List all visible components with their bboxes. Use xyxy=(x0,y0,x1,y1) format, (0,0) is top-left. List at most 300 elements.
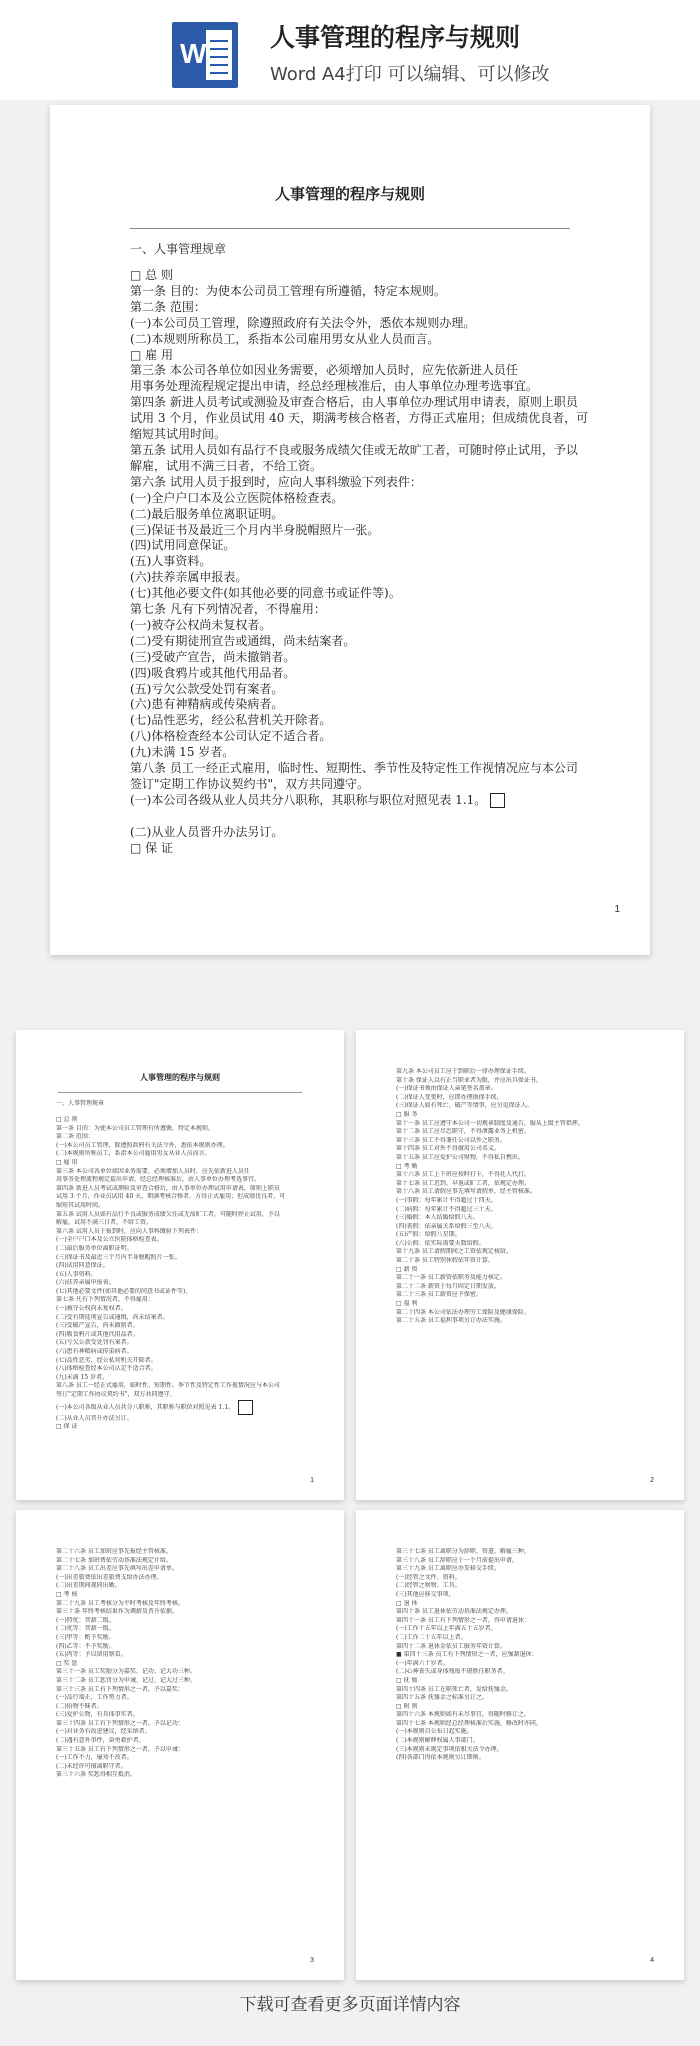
text-line xyxy=(56,1357,306,1366)
line-text: (四)各部门得依本规则另订细则。 xyxy=(396,1754,485,1762)
document-title: 人事管理的程序与规则 xyxy=(274,185,425,203)
text-line xyxy=(396,1686,646,1695)
header-title: 人事管理的程序与规则 xyxy=(270,23,521,52)
word-logo-icon xyxy=(172,22,238,88)
text-line xyxy=(130,443,585,459)
thumbnail-body xyxy=(396,1068,646,1326)
line-text: 第二十二条 薪资于每月固定日期发放。 xyxy=(396,1282,500,1290)
line-text: 第三条 本公司各单位如因业务需要，必须增加人员时，应先依新进人员任 xyxy=(56,1167,250,1175)
line-text: (一)工作不力，屡劝不改者。 xyxy=(56,1754,133,1762)
line-text: 第二十四条 本公司依法办理劳工保险及健康保险。 xyxy=(396,1308,530,1316)
logo-page-icon xyxy=(206,30,232,80)
text-line xyxy=(396,1582,646,1591)
line-text: ■ 第四十三条 员工有下列情形之一者，应强制退休： xyxy=(396,1651,538,1659)
text-line xyxy=(130,650,585,666)
thumbnail-title: 人事管理的程序与规则 xyxy=(140,1072,220,1082)
line-text: □ 薪 资 xyxy=(396,1265,418,1273)
line-text: (二)工作二十五年以上者。 xyxy=(396,1633,467,1641)
line-text: (七)品性恶劣，经公私营机关开除者。 xyxy=(56,1356,157,1364)
text-line xyxy=(396,1197,646,1206)
line-text: 签订"定期工作协议契约书"，双方共同遵守。 xyxy=(130,777,370,791)
line-text: 第三十六条 奖惩得相互抵消。 xyxy=(56,1771,136,1779)
line-text: (三)甲等：酌予奖励。 xyxy=(56,1633,115,1641)
line-text: (二)病假：每年累计不得超过三十天。 xyxy=(396,1205,497,1213)
line-text: 签订"定期工作协议契约书"，双方共同遵守。 xyxy=(56,1391,176,1398)
line-text: 第四十一条 员工有下列情形之一者，得申请退休： xyxy=(396,1616,530,1624)
thumbnail-divider xyxy=(58,1092,302,1093)
line-text: (一)年满六十岁者。 xyxy=(396,1659,449,1667)
text-line xyxy=(56,1423,306,1432)
text-line xyxy=(56,1711,306,1720)
line-text: □ 福 利 xyxy=(396,1300,418,1308)
line-text: (一)经管之文件、资料。 xyxy=(396,1573,461,1581)
line-text: □ 抚 恤 xyxy=(396,1676,418,1684)
thumbnail-page-number: 3 xyxy=(310,1957,314,1964)
text-line xyxy=(56,1374,306,1383)
text-line xyxy=(130,379,585,395)
line-text: (二)受有期徒刑宣告或通缉，尚未结案者。 xyxy=(56,1313,169,1321)
line-text: 试用 3 个月，作业员试用 40 天，期满考核合格者，方得正式雇用；但成绩优良者，可 xyxy=(130,411,589,426)
text-line xyxy=(130,729,585,745)
line-text: (三)受破产宣告，尚未撤销者。 xyxy=(130,649,296,664)
text-line xyxy=(130,634,585,650)
line-text: (三)保证书及最近三个月内半身脱帽照片一张。 xyxy=(56,1253,181,1261)
line-text: (一)品行端正，工作努力者。 xyxy=(56,1694,133,1702)
line-text: (二)保证人变更时，应即办理换保手续。 xyxy=(396,1093,503,1101)
text-line xyxy=(130,538,585,554)
line-text: 第一条 目的：为使本公司员工管理有所遵循，特定本规则。 xyxy=(130,283,446,298)
text-line xyxy=(130,777,585,793)
text-line xyxy=(130,316,585,332)
text-line xyxy=(56,1608,306,1617)
text-line xyxy=(396,1094,646,1103)
line-text: 第九条 本公司员工应于到职后一律办理保证手续。 xyxy=(396,1068,530,1075)
line-text: (三)受破产宣告，尚未撤销者。 xyxy=(56,1322,139,1330)
line-text: □ 雇 用 xyxy=(56,1158,78,1166)
line-text: □ 退 休 xyxy=(396,1599,418,1607)
text-line xyxy=(396,1154,646,1163)
text-line xyxy=(396,1223,646,1232)
line-text: (一)对业务有改进建议，经采纳者。 xyxy=(56,1728,151,1736)
line-text: 第七条 凡有下列情况者，不得雇用： xyxy=(130,602,326,617)
line-text: (二)心神丧失或身体残废不堪胜任职务者。 xyxy=(396,1668,509,1676)
text-line xyxy=(56,1746,306,1755)
line-text: (三)保证书及最近三个月内半身脱帽照片一张。 xyxy=(130,522,380,537)
text-line xyxy=(56,1262,306,1271)
line-text: □ 附 则 xyxy=(396,1702,418,1710)
text-line xyxy=(396,1266,646,1275)
line-text: (二)本规则所称员工，系指本公司雇用男女从业人员而言。 xyxy=(130,331,440,346)
line-text: (一)本公司员工管理，除遵照政府有关法令外，悉依本规则办理。 xyxy=(130,315,476,330)
table-placeholder-icon xyxy=(490,793,505,808)
text-line xyxy=(396,1668,646,1677)
line-text: □ 考 核 xyxy=(56,1590,78,1598)
text-line xyxy=(396,1737,646,1746)
line-text: (一)被夺公权尚未复权者。 xyxy=(130,617,272,632)
text-line xyxy=(56,1677,306,1686)
text-line xyxy=(56,1591,306,1600)
text-line xyxy=(56,1159,306,1168)
title-divider xyxy=(130,228,570,229)
text-line xyxy=(396,1231,646,1240)
thumbnail-page-number: 2 xyxy=(650,1477,654,1484)
thumbnail-page-3[interactable] xyxy=(16,1510,344,1980)
text-line xyxy=(130,745,585,761)
text-line xyxy=(56,1236,306,1245)
line-text: (一)本公司各级从业人员共分八职称，其职称与职位对照见表 1.1。 xyxy=(56,1403,235,1411)
line-text: 第十一条 员工应遵守本公司一切规章制度及通告，服从上级主管指挥。 xyxy=(396,1119,584,1127)
text-line xyxy=(130,348,585,364)
text-line xyxy=(56,1365,306,1374)
line-text: (一)被夺公权尚未复权者。 xyxy=(56,1305,127,1313)
text-line xyxy=(130,459,585,475)
text-line xyxy=(396,1068,646,1077)
text-line xyxy=(56,1125,306,1134)
line-text: 第八条 员工一经正式雇用，临时性、短期性、季节性及特定性工作视情况应与本公司 xyxy=(56,1382,280,1390)
text-line xyxy=(396,1163,646,1172)
text-line xyxy=(56,1305,306,1314)
text-line xyxy=(56,1133,306,1142)
line-text: 第三十五条 员工有下列情形之一者，予以申诫： xyxy=(56,1745,184,1753)
thumbnail-body xyxy=(56,1548,306,1780)
page-number: 1 xyxy=(614,904,620,915)
line-text: 第三十四条 员工有下列情形之一者，予以记功： xyxy=(56,1719,184,1727)
line-text: (六)患有神精病或传染病者。 xyxy=(130,697,284,712)
text-line xyxy=(56,1296,306,1305)
text-line xyxy=(130,682,585,698)
line-text: 第四十条 员工退休依劳动基准法规定办理。 xyxy=(396,1608,512,1616)
thumbnail-body xyxy=(396,1548,646,1763)
line-text: 第二条 范围： xyxy=(130,299,206,314)
text-line xyxy=(396,1317,646,1326)
document-body xyxy=(130,268,589,857)
text-line xyxy=(396,1171,646,1180)
text-line xyxy=(56,1548,306,1557)
text-line xyxy=(56,1763,306,1772)
text-line xyxy=(56,1668,306,1677)
line-text: 第三十八条 员工辞职应于一个月前提出申请。 xyxy=(396,1556,518,1564)
line-text: 第四十六条 本规则如有未尽事宜，得随时修订之。 xyxy=(396,1711,530,1719)
line-text: (一)保证书须由保证人亲笔签名盖章。 xyxy=(396,1085,497,1093)
text-line xyxy=(130,300,585,316)
text-line xyxy=(56,1314,306,1323)
text-line xyxy=(130,602,585,618)
text-line xyxy=(130,793,585,809)
line-text: (四)吸食鸦片或其他代用品者。 xyxy=(56,1330,139,1338)
line-text: (二)本规则解释权属人事部门。 xyxy=(396,1737,479,1745)
line-text: (五)产假：给假八星期。 xyxy=(396,1231,461,1239)
line-text: (三)其他应移交事项。 xyxy=(396,1590,455,1598)
line-text: (三)保证人如有死亡、破产等情事，应另觅保证人。 xyxy=(396,1102,533,1110)
line-text: (三)本规则未规定事项依相关法令办理。 xyxy=(396,1745,503,1753)
text-line xyxy=(56,1582,306,1591)
line-text: 第四十四条 员工在职死亡者，发给抚恤金。 xyxy=(396,1685,512,1693)
line-text: 第四条 新进人员考试或测验及审查合格后，由人事单位办理试用申请表，原则上职员 xyxy=(56,1184,280,1192)
text-line xyxy=(56,1228,306,1237)
line-text: (五)人事资料。 xyxy=(130,554,212,569)
text-line xyxy=(130,475,585,491)
text-line xyxy=(130,713,585,729)
text-line xyxy=(130,761,585,777)
text-line xyxy=(56,1348,306,1357)
line-text: 第六条 试用人员于报到时，应向人事科缴验下列表件： xyxy=(130,474,422,489)
line-text: (六)公假：依实际需要天数给假。 xyxy=(396,1239,485,1247)
text-line xyxy=(396,1651,646,1660)
line-text: (二)从业人员晋升办法另订。 xyxy=(130,824,284,839)
line-text: (七)其他必要文件(如其他必要的同意书或证件等)。 xyxy=(130,586,401,601)
text-line xyxy=(396,1617,646,1626)
text-line xyxy=(396,1120,646,1129)
line-text: (二)最后服务单位离职证明。 xyxy=(130,506,284,521)
text-line xyxy=(130,268,585,284)
text-line xyxy=(56,1400,306,1415)
text-line xyxy=(56,1565,306,1574)
thumbnail-page-1[interactable] xyxy=(16,1030,344,1500)
text-line xyxy=(56,1211,306,1220)
line-text: 解雇，试用不满三日者，不给工资。 xyxy=(130,458,323,473)
line-text: □ 总 则 xyxy=(56,1116,78,1123)
download-more-text[interactable]: 下载可查看更多页面详情内容 xyxy=(239,1995,461,2015)
line-text: (四)试用同意保证。 xyxy=(130,538,236,553)
text-line xyxy=(130,491,585,507)
line-text: 第十六条 员工上下班应按时打卡，不得托人代打。 xyxy=(396,1171,530,1179)
line-text: 第四十七条 本规则经总经理核准后实施，修改时亦同。 xyxy=(396,1719,542,1727)
line-text: (七)品性恶劣，经公私营机关开除者。 xyxy=(130,713,332,728)
text-line xyxy=(396,1137,646,1146)
thumbnail-page-4[interactable] xyxy=(356,1510,684,1980)
line-text: 第二十一条 员工薪资依职务及能力核定。 xyxy=(396,1274,506,1282)
text-line xyxy=(130,332,585,348)
text-line xyxy=(396,1625,646,1634)
line-text: 第三十条 年终考核结果作为调薪及晋升依据。 xyxy=(56,1608,178,1616)
text-line xyxy=(130,586,585,602)
text-line xyxy=(396,1728,646,1737)
line-text: (二)受有期徒刑宣告或通缉，尚未结案者。 xyxy=(130,633,356,648)
line-text: (五)人事资料。 xyxy=(56,1270,97,1278)
line-text: 第二十八条 员工出差应事先填写出差申请单。 xyxy=(56,1565,178,1573)
text-line xyxy=(56,1754,306,1763)
line-text: □ 保 证 xyxy=(56,1423,78,1431)
text-line xyxy=(56,1703,306,1712)
text-line xyxy=(396,1274,646,1283)
line-text: 第三十七条 员工离职分为辞职、资遣、解雇三种。 xyxy=(396,1548,530,1555)
line-text: □ 考 勤 xyxy=(396,1162,418,1170)
text-line xyxy=(56,1574,306,1583)
text-line xyxy=(56,1271,306,1280)
text-line xyxy=(56,1176,306,1185)
line-text: (九)未满 15 岁者。 xyxy=(130,745,235,760)
text-line xyxy=(130,427,585,443)
thumbnail-body xyxy=(56,1116,306,1432)
line-text: 第十八条 员工请假应事先填写请假单，经主管核准。 xyxy=(396,1188,536,1196)
text-line xyxy=(56,1168,306,1177)
line-text: (二)未经许可擅离职守者。 xyxy=(56,1762,127,1770)
text-line xyxy=(56,1142,306,1151)
line-text: (六)扶养亲属申报表。 xyxy=(130,570,248,585)
text-line xyxy=(56,1279,306,1288)
line-text: 缩短其试用时间。 xyxy=(56,1201,105,1209)
line-text: 第二十九条 员工考核分为平时考核及年终考核。 xyxy=(56,1599,184,1607)
text-line xyxy=(396,1557,646,1566)
line-text: (二)优等：晋薪一级。 xyxy=(56,1625,115,1633)
document-page-preview[interactable] xyxy=(50,105,650,955)
text-line xyxy=(56,1557,306,1566)
line-text: 试用 3 个月，作业员试用 40 天，期满考核合格者，方得正式雇用；但成绩优良者，可 xyxy=(56,1193,286,1201)
text-line xyxy=(56,1288,306,1297)
text-line xyxy=(396,1703,646,1712)
line-text: 解雇，试用不满三日者，不给工资。 xyxy=(56,1219,153,1227)
line-text: 第二十六条 员工加班应事先报经主管核准。 xyxy=(56,1548,172,1555)
line-text: (五)亏欠公款受处罚有案者。 xyxy=(130,681,284,696)
line-text: 第四十二条 退休金依员工服务年资计算。 xyxy=(396,1642,506,1650)
text-line xyxy=(396,1720,646,1729)
text-line xyxy=(396,1309,646,1318)
text-line xyxy=(56,1331,306,1340)
text-line xyxy=(396,1214,646,1223)
text-line xyxy=(56,1737,306,1746)
line-text: (二)出差期间视同出勤。 xyxy=(56,1582,121,1590)
text-line xyxy=(56,1634,306,1643)
line-text: (一)全户户口本及公立医院体格检查表。 xyxy=(130,490,344,505)
line-text: 第二十条 员工特别休假依年资计算。 xyxy=(396,1257,494,1265)
line-text: (三)婚假：本人结婚给假八天。 xyxy=(396,1214,479,1222)
line-text: (一)全户户口本及公立医院体格检查表。 xyxy=(56,1236,163,1244)
text-line xyxy=(56,1219,306,1228)
line-text: 第四十五条 抚恤金之标准另订之。 xyxy=(396,1694,488,1702)
text-line xyxy=(130,363,585,379)
text-line xyxy=(396,1746,646,1755)
line-text: □ 总 则 xyxy=(130,268,173,282)
header xyxy=(0,0,700,100)
text-line xyxy=(396,1754,646,1763)
line-text: (一)特优：晋薪二级。 xyxy=(56,1616,115,1624)
line-text: (四)吸食鸦片或其他代用品者。 xyxy=(130,665,296,680)
text-line xyxy=(56,1202,306,1211)
text-line xyxy=(56,1415,306,1424)
line-text: 第六条 试用人员于报到时，应向人事科缴验下列表件： xyxy=(56,1227,202,1235)
text-line xyxy=(56,1150,306,1159)
line-text: (二)最后服务单位离职证明。 xyxy=(56,1244,133,1252)
text-line xyxy=(130,841,585,857)
line-text: 第二条 范围： xyxy=(56,1133,94,1141)
text-line xyxy=(56,1686,306,1695)
line-text: 第十七条 员工迟到、早退或旷工者，依规定办理。 xyxy=(396,1179,530,1187)
text-line xyxy=(56,1382,306,1391)
text-line xyxy=(56,1193,306,1202)
line-text: 第三十一条 员工奖励分为嘉奖、记功、记大功三种。 xyxy=(56,1668,196,1676)
line-text: (一)工作十五年以上年满五十五岁者。 xyxy=(396,1625,497,1633)
line-text: 第一条 目的：为使本公司员工管理有所遵循，特定本规则。 xyxy=(56,1124,214,1132)
text-line xyxy=(396,1608,646,1617)
line-text: (三)爱护公物，有具体事实者。 xyxy=(56,1711,139,1719)
line-text: 第十九条 员工请假期间之工资依规定核给。 xyxy=(396,1248,512,1256)
text-line xyxy=(130,809,585,825)
line-text: (二)本规则所称员工，系指本公司雇用男女从业人员而言。 xyxy=(56,1150,211,1158)
line-text: (四)试用同意保证。 xyxy=(56,1262,109,1270)
line-text: 第十三条 员工不得兼任公司以外之职务。 xyxy=(396,1136,506,1144)
text-line xyxy=(396,1283,646,1292)
text-line xyxy=(56,1771,306,1780)
line-text: □ 服 务 xyxy=(396,1110,418,1118)
line-text: (八)体格检查经本公司认定不适合者。 xyxy=(56,1365,157,1373)
thumbnail-page-number: 4 xyxy=(650,1957,654,1964)
text-line xyxy=(396,1145,646,1154)
thumbnail-section: 一、人事管理规章 xyxy=(56,1100,105,1107)
thumbnail-page-2[interactable] xyxy=(356,1030,684,1500)
line-text: 第二十三条 员工薪资应予保密。 xyxy=(396,1291,482,1299)
text-line xyxy=(396,1128,646,1137)
text-line xyxy=(56,1322,306,1331)
line-text: (六)患有神精病或传染病者。 xyxy=(56,1348,133,1356)
line-text: (二)拾物不昧者。 xyxy=(56,1702,103,1710)
line-text: 第二十五条 员工福利事项另订办法实施。 xyxy=(396,1317,506,1325)
line-text: 第十五条 员工应爱护公司财物，不得私自携出。 xyxy=(396,1153,524,1161)
text-line xyxy=(130,411,589,427)
text-line xyxy=(56,1728,306,1737)
text-line xyxy=(56,1245,306,1254)
text-line xyxy=(56,1116,306,1125)
text-line xyxy=(130,284,585,300)
text-line xyxy=(396,1600,646,1609)
thumbnail-page-number: 1 xyxy=(310,1477,314,1484)
text-line xyxy=(130,697,585,713)
text-line xyxy=(56,1600,306,1609)
line-text: 第三条 本公司各单位如因业务需要，必须增加人员时，应先依新进人员任 xyxy=(130,363,518,378)
text-line xyxy=(56,1651,306,1660)
text-line xyxy=(130,507,585,523)
text-line xyxy=(56,1185,306,1194)
text-line xyxy=(130,825,585,841)
text-line xyxy=(56,1660,306,1669)
line-text: 第十四条 员工对外不得擅用公司名义。 xyxy=(396,1145,500,1153)
text-line xyxy=(130,666,585,682)
text-line xyxy=(130,395,585,411)
line-text: (七)其他必要文件(如其他必要的同意书或证件等)。 xyxy=(56,1287,192,1295)
line-text: □ 奖 惩 xyxy=(56,1659,78,1667)
line-text: (五)亏欠公款受处罚有案者。 xyxy=(56,1339,133,1347)
text-line xyxy=(396,1206,646,1215)
text-line xyxy=(396,1694,646,1703)
logo-letter: W xyxy=(180,38,207,69)
line-text: 用事务处理流程规定提出申请，经总经理核准后，由人事单位办理考选事宜。 xyxy=(56,1176,261,1184)
line-text: (一)出差旅费依出差旅费支给办法办理。 xyxy=(56,1573,163,1581)
text-line xyxy=(130,554,585,570)
text-line xyxy=(56,1720,306,1729)
text-line xyxy=(396,1677,646,1686)
line-text: (二)经管之财物、工具。 xyxy=(396,1582,461,1590)
line-text: (二)从业人员晋升办法另订。 xyxy=(56,1414,133,1422)
line-text: (二)遇有意外事件，奋勇救护者。 xyxy=(56,1737,145,1745)
text-line xyxy=(396,1180,646,1189)
text-line xyxy=(56,1391,306,1400)
line-text: (六)扶养亲属申报表。 xyxy=(56,1279,115,1287)
text-line xyxy=(396,1660,646,1669)
line-text: (八)体格检查经本公司认定不适合者。 xyxy=(130,729,332,744)
line-text: (四)丧假：依亲属关系给假三至八天。 xyxy=(396,1222,497,1230)
text-line xyxy=(396,1102,646,1111)
text-line xyxy=(396,1291,646,1300)
text-line xyxy=(396,1248,646,1257)
line-text: 缩短其试用时间。 xyxy=(130,427,227,442)
text-line xyxy=(396,1574,646,1583)
text-line xyxy=(56,1254,306,1263)
text-line xyxy=(130,523,585,539)
text-line xyxy=(396,1257,646,1266)
text-line xyxy=(396,1634,646,1643)
text-line xyxy=(130,570,585,586)
text-line xyxy=(56,1339,306,1348)
line-text: □ 雇 用 xyxy=(130,347,173,362)
